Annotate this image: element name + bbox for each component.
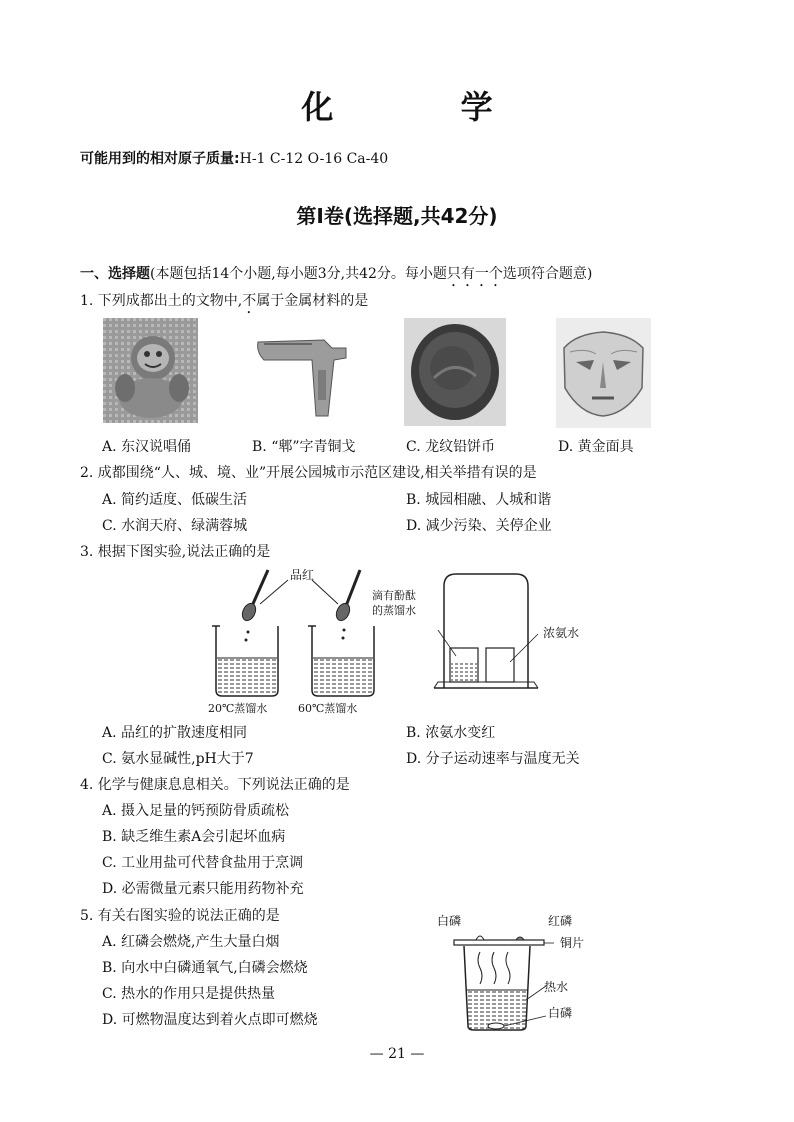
q5-option-c: C. 热水的作用只是提供热量: [102, 986, 276, 1002]
q1-stem-a: 1. 下列成都出土的文物中,: [80, 293, 243, 309]
gold-mask-image: [556, 318, 651, 428]
bronze-dagger-axe-image: [254, 330, 354, 420]
q3-option-a: A. 品红的扩散速度相同: [102, 725, 248, 741]
diffusion-experiment-figure: [200, 562, 380, 712]
question-1-stem: [80, 290, 368, 317]
label-beaker-20c: 20℃蒸馏水: [208, 702, 268, 715]
label-white-phosphorus-top: 白磷: [437, 914, 462, 928]
atomic-mass-line: [80, 148, 388, 168]
q5-option-d: D. 可燃物温度达到着火点即可燃烧: [102, 1012, 318, 1028]
figurine-image: [103, 318, 198, 423]
q1-stem-emphasis: 不: [242, 293, 257, 309]
q2-option-d: D. 减少污染、关停企业: [406, 518, 552, 534]
section-title: 第Ⅰ卷(选择题,共42分): [296, 204, 498, 228]
q1-option-d: D. 黄金面具: [558, 439, 634, 455]
q2-option-c: C. 水润天府、绿满蓉城: [102, 518, 248, 534]
question-3-stem: 3. 根据下图实验,说法正确的是: [80, 544, 271, 560]
label-phenol-line1: 滴有酚酞: [372, 589, 416, 602]
q4-option-c: C. 工业用盐可代替食盐用于烹调: [102, 855, 304, 871]
label-white-phosphorus-bottom: 白磷: [548, 1006, 573, 1020]
q3-option-d: D. 分子运动速率与温度无关: [406, 751, 580, 767]
question-5-stem: 5. 有关右图实验的说法正确的是: [80, 908, 280, 924]
label-copper-sheet: 铜片: [560, 936, 585, 950]
q4-option-a: A. 摄入足量的钙预防骨质疏松: [102, 803, 290, 819]
label-phenol-line2: 的蒸馏水: [372, 604, 416, 617]
label-red-phosphorus: 红磷: [548, 914, 573, 928]
q4-option-d: D. 必需微量元素只能用药物补充: [102, 881, 304, 897]
q5-option-a: A. 红磷会燃烧,产生大量白烟: [102, 934, 280, 950]
lead-coin-image: [404, 318, 506, 426]
atomic-mass-values: H-1 C-12 O-16 Ca-40: [239, 151, 389, 167]
q1-option-b: B. “郫”字青铜戈: [252, 439, 356, 455]
question-4-stem: 4. 化学与健康息息相关。下列说法正确的是: [80, 777, 350, 793]
q3-option-c: C. 氨水显碱性,pH大于7: [102, 751, 254, 767]
q4-option-b: B. 缺乏维生素A会引起坏血病: [102, 829, 286, 845]
bell-jar-figure: [430, 570, 540, 694]
label-pinhong: 品红: [290, 568, 315, 582]
q2-option-b: B. 城园相融、人城和谐: [406, 492, 552, 508]
label-beaker-60c: 60℃蒸馏水: [298, 702, 358, 715]
question-2-stem: 2. 成都围绕“人、城、境、业”开展公园城市示范区建设,相关举措有误的是: [80, 465, 537, 481]
part-heading: [80, 263, 592, 290]
page-number: — 21 —: [369, 1046, 425, 1062]
label-ammonia: 浓氨水: [543, 626, 580, 640]
q1-option-c: C. 龙纹铅饼币: [406, 439, 496, 455]
part-heading-emphasis: 只有一个: [446, 266, 503, 282]
part-heading-text: (本题包括14个小题,每小题3分,共42分。每小题: [150, 266, 447, 282]
q5-option-b: B. 向水中白磷通氧气,白磷会燃烧: [102, 960, 308, 976]
atomic-mass-label: 可能用到的相对原子质量:: [80, 151, 240, 167]
page-title: 化 学: [301, 88, 551, 126]
part-heading-text-end: 选项符合题意): [502, 266, 593, 282]
q1-option-a: A. 东汉说唱俑: [102, 439, 192, 455]
part-heading-label: 一、选择题: [80, 266, 150, 282]
label-hot-water: 热水: [544, 980, 569, 994]
q1-stem-b: 属于金属材料的是: [256, 293, 369, 309]
q2-option-a: A. 简约适度、低碳生活: [102, 492, 248, 508]
label-phenolphthalein: [372, 588, 416, 618]
q3-option-b: B. 浓氨水变红: [406, 725, 496, 741]
